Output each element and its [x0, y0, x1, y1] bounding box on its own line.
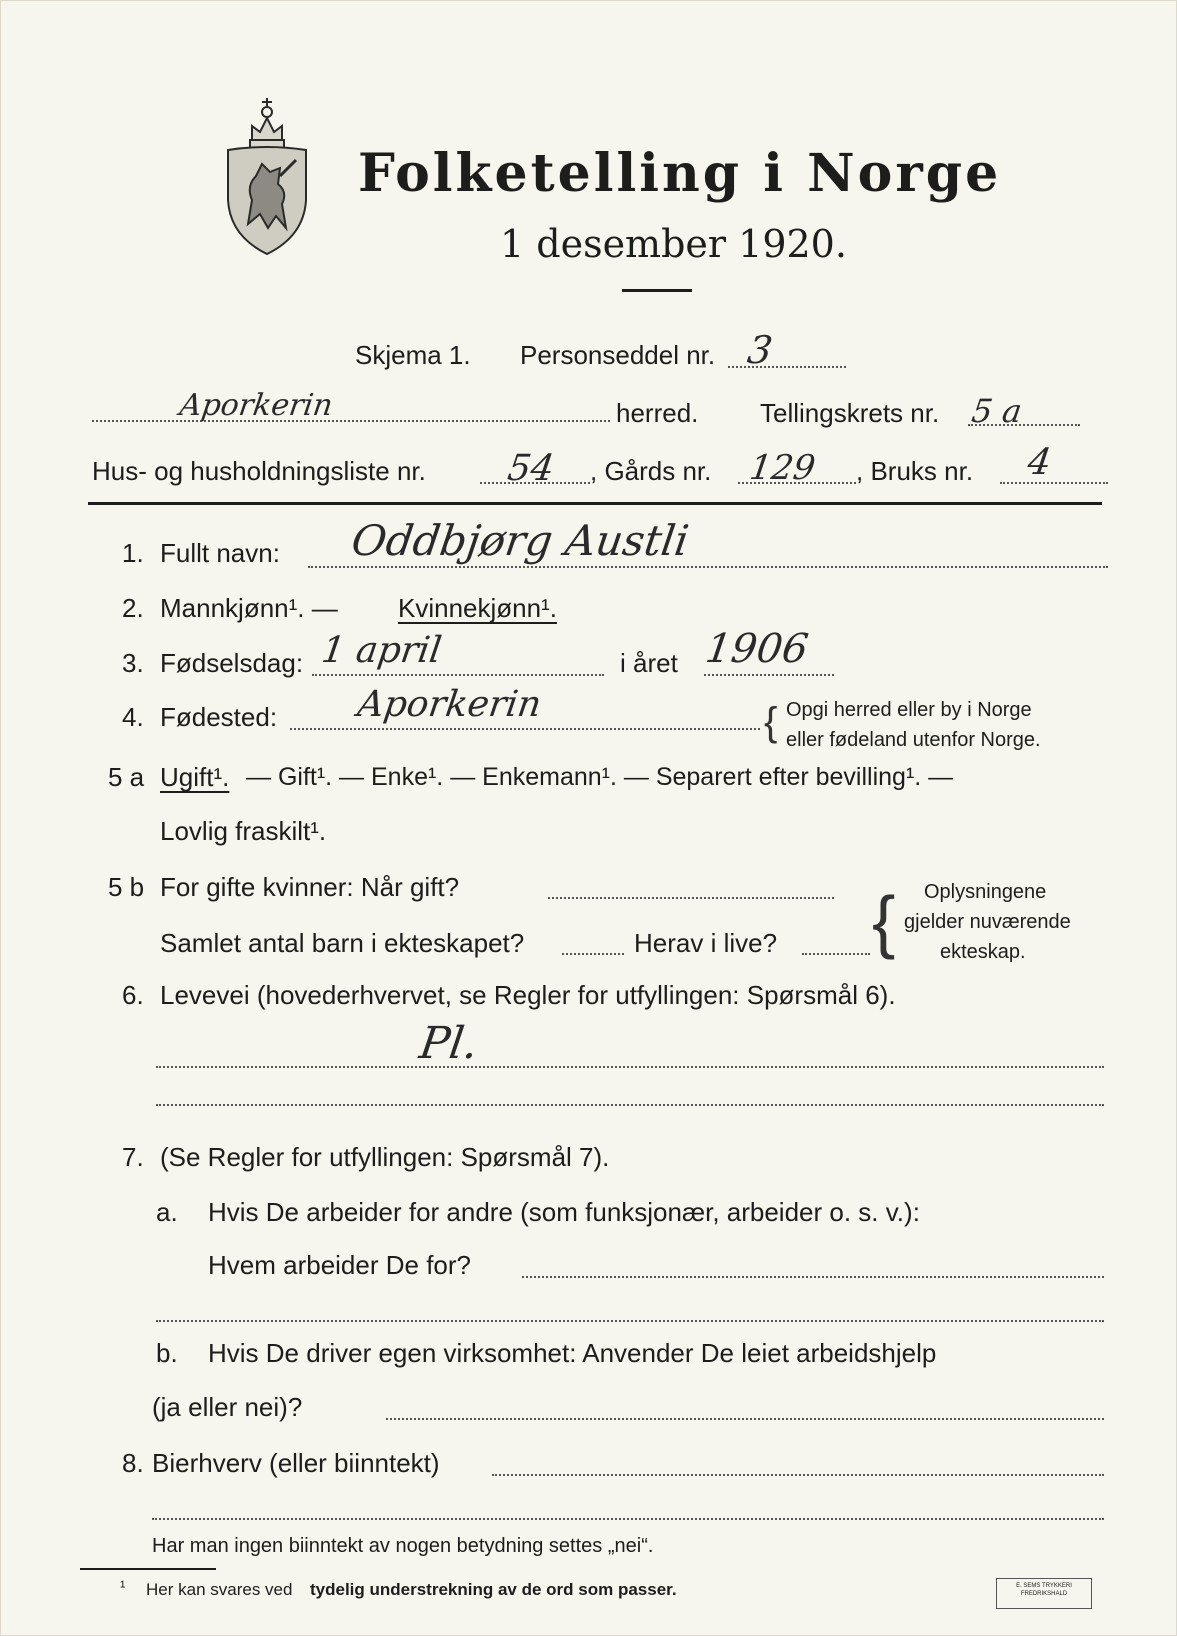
q8-answer-line2	[152, 1518, 1104, 1520]
q2-label-female: Kvinnekjønn¹.	[398, 593, 557, 623]
q5b-note-line2: gjelder nuværende	[904, 911, 1071, 933]
schema-label: Skjema 1.	[355, 340, 471, 370]
bruks-label: , Bruks nr.	[856, 456, 974, 486]
q3-number: 3.	[122, 648, 144, 678]
footnote-text-b: tydelig understrekning av de ord som passer.	[310, 1580, 677, 1599]
q7b-line2: (ja eller nei)?	[152, 1392, 303, 1422]
footnote-mark: ¹	[120, 1579, 126, 1596]
q4-value: Aporkerin	[355, 684, 544, 725]
q5b-brace: {	[872, 882, 896, 960]
footnote-text-a: Her kan svares ved	[146, 1580, 293, 1599]
q5b-label: For gifte kvinner: Når gift?	[160, 872, 460, 902]
tellingskrets-value: 5 a	[969, 392, 1025, 430]
q3-label: Fødselsdag:	[160, 648, 304, 678]
q8-number: 8.	[122, 1448, 144, 1478]
q5b-number: 5 b	[108, 872, 145, 902]
gards-label: , Gårds nr.	[590, 456, 712, 486]
q2-label-male: Mannkjønn¹. —	[160, 593, 338, 623]
q4-brace: {	[764, 700, 778, 744]
hus-label: Hus- og husholdningsliste nr.	[92, 456, 426, 486]
q5a-line2: Lovlig fraskilt¹.	[160, 816, 327, 846]
q6-label: Levevei (hovederhvervet, se Regler for utfyllingen: Spørsmål 6).	[160, 980, 896, 1010]
q1-value: Oddbjørg Austli	[348, 516, 692, 565]
printer-stamp: E. SEMS TRYKKERI FREDRIKSHALD	[996, 1578, 1092, 1609]
q6-number: 6.	[122, 980, 144, 1010]
q3-year-value: 1906	[702, 626, 812, 672]
q3-year-line	[704, 674, 834, 676]
q4-label: Fødested:	[160, 702, 278, 732]
q6-line1	[156, 1066, 1104, 1068]
tellingskrets-label: Tellingskrets nr.	[760, 398, 940, 428]
q4-number: 4.	[122, 702, 144, 732]
q4-line	[290, 728, 760, 730]
q5b-note-line1: Oplysningene	[924, 881, 1047, 903]
q1-label: Fullt navn:	[160, 538, 280, 568]
q5b-note-line3: ekteskap.	[940, 941, 1026, 963]
q4-note-line2: eller fødeland utenfor Norge.	[786, 729, 1041, 751]
gards-value: 129	[747, 448, 818, 488]
herred-value: Aporkerin	[177, 388, 335, 423]
q1-line	[308, 566, 1108, 568]
q7-label: (Se Regler for utfyllingen: Spørsmål 7).	[160, 1142, 610, 1172]
bruks-value: 4	[1025, 442, 1054, 483]
q6-value: Pl.	[416, 1018, 482, 1069]
q5a-ugift: Ugift¹.	[160, 762, 230, 792]
q5a-number: 5 a	[108, 762, 145, 792]
q4-note-line1: Opgi herred eller by i Norge	[786, 699, 1032, 721]
personseddel-value: 3	[744, 328, 776, 372]
herred-label: herred.	[616, 398, 699, 428]
census-date: 1 desember 1920.	[500, 222, 847, 266]
norway-coat-of-arms-icon	[222, 88, 312, 258]
q7a-answer-line2	[156, 1320, 1104, 1322]
q7a-line2: Hvem arbeider De for?	[208, 1250, 471, 1280]
q3-line	[312, 674, 604, 676]
q7b-line1: Hvis De driver egen virksomhet: Anvender De leiet arbeidshjelp	[208, 1338, 937, 1368]
q7b-letter: b.	[156, 1338, 178, 1368]
q1-number: 1.	[122, 538, 144, 568]
q7-number: 7.	[122, 1142, 144, 1172]
herred-line	[92, 420, 610, 422]
q5b-children-line	[562, 953, 624, 955]
q5b-children-label: Samlet antal barn i ekteskapet?	[160, 928, 525, 958]
bruks-line	[1000, 482, 1108, 484]
title-rule	[622, 289, 692, 292]
q2-number: 2.	[122, 593, 144, 623]
q7a-line1: Hvis De arbeider for andre (som funksjonær, arbeider o. s. v.):	[208, 1197, 920, 1227]
q3-value: 1 april	[319, 630, 444, 671]
q8-answer-line	[492, 1474, 1104, 1476]
footnote-rule	[80, 1568, 216, 1570]
q7a-letter: a.	[156, 1197, 178, 1227]
personseddel-label: Personseddel nr.	[520, 340, 716, 370]
q8-note: Har man ingen biinntekt av nogen betydning settes „nei“.	[152, 1535, 654, 1557]
q3-year-label: i året	[620, 648, 678, 678]
q5b-when-line	[548, 897, 834, 899]
q5b-alive-label: Herav i live?	[634, 928, 778, 958]
q7a-answer-line	[522, 1276, 1104, 1278]
q6-line2	[156, 1104, 1104, 1106]
q8-label: Bierhverv (eller biinntekt)	[152, 1448, 440, 1478]
header-rule	[88, 502, 1102, 505]
q5a-options: — Gift¹. — Enke¹. — Enkemann¹. — Separert efter bevilling¹. —	[246, 763, 954, 791]
form-title: Folketelling i Norge	[358, 143, 1002, 204]
hus-value: 54	[505, 448, 557, 489]
q7b-answer-line	[386, 1418, 1104, 1420]
q5b-alive-line	[802, 953, 870, 955]
